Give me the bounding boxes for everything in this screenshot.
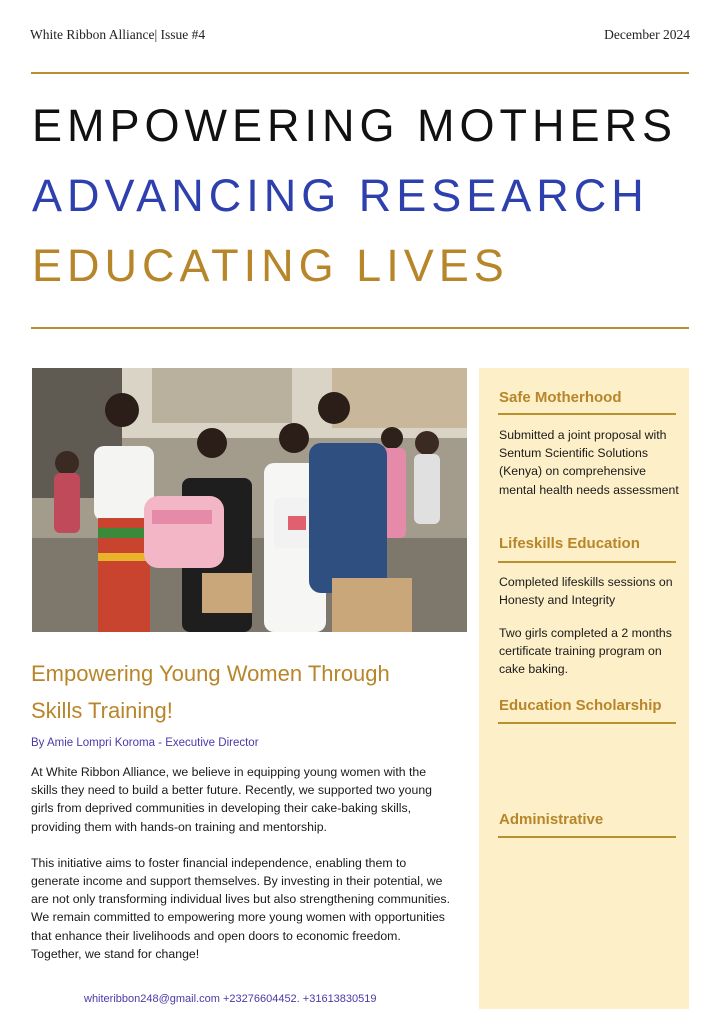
headline-divider	[31, 327, 689, 329]
sidebar-divider-administrative	[498, 836, 676, 838]
sidebar-divider-lifeskills	[498, 561, 676, 563]
sidebar-heading-administrative: Administrative	[499, 811, 604, 828]
article-title-line1: Empowering Young Women Through	[31, 661, 390, 686]
sidebar-divider-scholarship	[498, 722, 676, 724]
article-body	[31, 763, 456, 963]
article-paragraph-2: This initiative aims to foster financial independence, enabling them to generate income and support themselves. By investing in their potential, we are not only transforming individual lives but also strengthening communities. We remain committed to empowering more young women with opportunities that enhance their livelihoods and open doors to economic freedom.	[31, 855, 450, 943]
sidebar-panel	[479, 368, 689, 1009]
article-paragraph-1: At White Ribbon Alliance, we believe in equipping young women with the skills they need to build a better future. Recently, we supported two young girls from deprived communities in developing their cake-baking skills, providing them with hands-on training and mentorship.	[31, 765, 433, 834]
sidebar-text-lifeskills-1: Completed lifeskills sessions on Honesty and Integrity	[499, 575, 673, 608]
issue-date: December 2024	[604, 27, 690, 42]
issue-label: White Ribbon Alliance| Issue #4	[30, 27, 206, 42]
article-title-line2: Skills Training!	[31, 698, 173, 723]
article-title	[31, 655, 461, 729]
sidebar-divider-safe-motherhood	[498, 413, 676, 415]
sidebar-text-safe-motherhood: Submitted a joint proposal with Sentum Scientific Solutions (Kenya) on comprehensive mental health needs assessment	[499, 428, 679, 497]
headline-advancing-research: ADVANCING RESEARCH	[32, 170, 649, 221]
contact-line: whiteribbon248@gmail.com +23276604452. +31613830519	[84, 993, 377, 1005]
paragraph-gap	[31, 836, 456, 854]
article-closing: Together, we stand for change!	[31, 946, 200, 961]
headline-educating-lives: EDUCATING LIVES	[32, 240, 509, 291]
article-byline: By Amie Lompri Koroma - Executive Director	[31, 737, 259, 749]
headline-empowering-mothers: EMPOWERING MOTHERS	[32, 100, 678, 151]
sidebar-heading-safe-motherhood: Safe Motherhood	[499, 389, 622, 406]
top-divider	[31, 72, 689, 74]
sidebar-text-lifeskills-2: Two girls completed a 2 months certificate training program on cake baking.	[499, 626, 672, 677]
article-photo	[32, 368, 467, 632]
sidebar-heading-lifeskills: Lifeskills Education	[499, 535, 640, 552]
sidebar-heading-scholarship: Education Scholarship	[499, 697, 662, 714]
